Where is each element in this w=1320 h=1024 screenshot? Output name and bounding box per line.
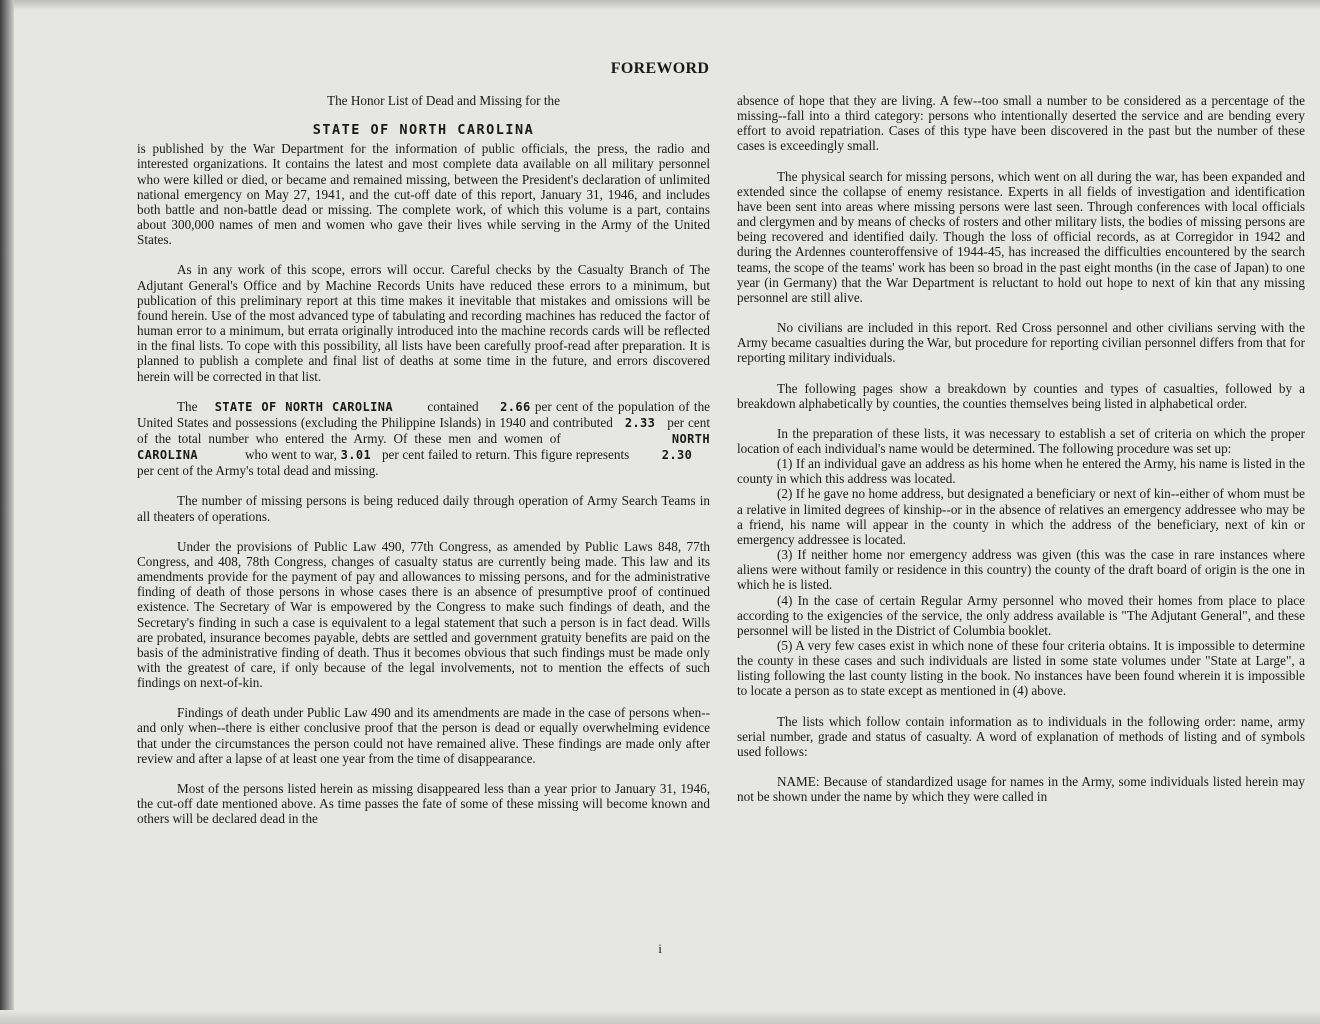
army-entry-percent: 2.33 (624, 415, 656, 430)
right-column (737, 93, 1305, 804)
paragraph-absence-of-hope: absence of hope that they are living. A few--too small a number to be considered as a percentage of the missing--fall into a third category: persons who intentionally deserted the service and are bending every effort to avoid repatriation. Cases of this type have been discovered in the past but the number of these cases is exceedingly small. (737, 93, 1305, 154)
criterion-3: (3) If neither home nor emergency address was given (this was the case in rare instances where aliens were without family or residence in this country) the county of the draft board of origin is the one in which he is listed. (737, 547, 1305, 593)
paragraph-breakdown: The following pages show a breakdown by counties and types of casualties, followed by a breakdown alphabetically by counties, the counties themselves being listed in alphabetical order. (737, 380, 1305, 411)
criterion-1: (1) If an individual gave an address as his home when he entered the Army, his name is listed in the county in which this address was located. (737, 456, 1305, 487)
population-percent: 2.66 (500, 399, 531, 414)
page-left-edge-shadow (0, 0, 14, 1024)
paragraph-physical-search: The physical search for missing persons, which went on all during the war, has been expanded and extended since the collapse of enemy resistance. Experts in all fields of investigation and identification have been sent into areas where missing persons were last seen. Through conferences with local officials and clergymen and by means of checks of rosters and other military lists, the bodies of missing persons are being recovered and identified daily. Though the loss of official records, as at Corregidor in 1942 and during the Ardennes counteroffensive of 1944-45, has increased the difficulties encountered by the search teams, the scope of the teams' work has been so broad in the past eight months (in the case of Japan) to one year (in Germany) that the War Department is reluctant to hold out hope to next of kin that any missing personnel are still alive. (737, 168, 1305, 305)
paragraph-public-law: Under the provisions of Public Law 490, 77th Congress, as amended by Public Laws 848, 77th Congress, and 408, 78th Congress, changes of casualty status are currently being made. This law and its amendments provide for the payment of pay and allowances to missing persons, and for the administrative finding of death of those persons in whose cases there is an absence of presumptive proof of continued existence. The Secretary of War is empowered by the Congress to make such findings of death, and the Secretary's finding in such a case is equivalent to a legal statement that such a person is in fact dead. Wills are probated, insurance becomes payable, debts are settled and government gratuity benefits are paid on the basis of the administrative finding of death. Thus it becomes obvious that such findings must be made only with the greatest of care, if only because of the legal involvements, not to mention the effects of such findings on next-of-kin. (137, 538, 710, 691)
paragraph-criteria: In the preparation of these lists, it was necessary to establish a set of criteria on which the proper location of each individual's name would be determined. The following procedure was set up: (737, 425, 1305, 456)
failed-to-return-percent: 3.01 (340, 448, 372, 463)
state-title: STATE OF NORTH CAROLINA (312, 122, 535, 139)
foreword-heading: FOREWORD (610, 60, 710, 77)
paragraph-errors: As in any work of this scope, errors will occur. Careful checks by the Casualty Branch of The Adjutant General's Office and by Machine Records Units have reduced these errors to a minimum, but publication of this preliminary report at this time makes it inevitable that mistakes and omissions will be found herein. Use of the most advanced type of tabulating and recording machines has reduced the factor of human error to a minimum, but errata originally introduced into the machine records cards will be reflected in the final lists. To cope with this possibility, all lists have been carefully proof-read after preparation. It is planned to publish a complete and final list of deaths at some time in the future, and errors discovered herein will be corrected in that list. (137, 262, 710, 384)
paragraph-publication: is published by the War Department for the information of public officials, the press, the radio and interested organizations. It contains the latest and most complete data available on all military personnel who were killed or died, or became and remained missing, between the President's declaration of unlimited national emergency on May 27, 1941, and the cut-off date of this report, January 31, 1946, and includes both battle and non-battle dead or missing. The complete work, of which this volume is a part, contains about 300,000 names of men and women who gave their lives while serving in the Army of the United States. (137, 141, 710, 248)
criterion-5: (5) A very few cases exist in which none of these four criteria obtains. It is impossible to determine the county in these cases and such individuals are listed in some state volumes under "State at Large", a listing following the last county listing in the book. No instances have been found wherein it is impossible to locate a person as to state except as mentioned in (4) above. (737, 638, 1305, 699)
paragraph-findings-of-death: Findings of death under Public Law 490 and its amendments are made in the case of persons when--and only when--there is either conclusive proof that the person is dead or equally overwhelming evidence that under the circumstances the person could not have remained alive. These findings are made only after review and after a lapse of at least one year from the time of disappearance. (137, 705, 710, 766)
intro-line: The Honor List of Dead and Missing for the (327, 93, 560, 108)
state-name-filled: STATE OF NORTH CAROLINA (214, 399, 394, 414)
criterion-4: (4) In the case of certain Regular Army personnel who moved their homes from place to place according to the exigencies of the service, the only address available is "The Adjutant General", and these personnel will be listed in the District of Columbia booklet. (737, 592, 1305, 638)
page-bottom-edge (0, 1010, 1320, 1024)
page-top-edge (0, 0, 1320, 10)
paragraph-list-order: The lists which follow contain information as to individuals in the following order: name, army serial number, grade and status of casualty. A word of explanation of methods of listing and of symbols used follows: (737, 713, 1305, 759)
army-total-percent: 2.30 (661, 448, 693, 463)
page-number: i (658, 941, 662, 956)
state-name-filled-2: NORTH CAROLINA (137, 431, 710, 463)
paragraph-civilians: No civilians are included in this report. Red Cross personnel and other civilians serving with the Army became casualties during the War, but procedure for reporting civilian personnel differs from that for reporting military individuals. (737, 320, 1305, 366)
paragraph-missing-persons: Most of the persons listed herein as missing disappeared less than a year prior to January 31, 1946, the cut-off date mentioned above. As time passes the fate of some of these missing will become known and others will be declared dead in the (137, 780, 710, 827)
left-column (137, 93, 710, 826)
paragraph-missing-reduced: The number of missing persons is being reduced daily through operation of Army Search Teams in all theaters of operations. (137, 493, 710, 524)
paragraph-statistics: The STATE OF NORTH CAROLINA contained 2.66 per cent of the population of the United States and possessions (excluding the Philippine Islands) in 1940 and contributed 2.33 per cent of the total number who entered the Army. Of these men and women of NORTH CAROLINA who went to war, 3.01 per cent failed to return. This figure represents 2.30 per cent of the Army's total dead and missing. (137, 398, 711, 479)
paragraph-name: NAME: Because of standardized usage for names in the Army, some individuals listed herein may not be shown under the name by which they were called in (737, 774, 1305, 805)
criterion-2: (2) If he gave no home address, but designated a beneficiary or next of kin--either of whom must be a relative in limited degrees of kinship--or in the absence of relatives an emergency addressee who may be a friend, his name will appear in the county in which the address of the beneficiary, next of kin or emergency addressee is located. (737, 486, 1305, 547)
